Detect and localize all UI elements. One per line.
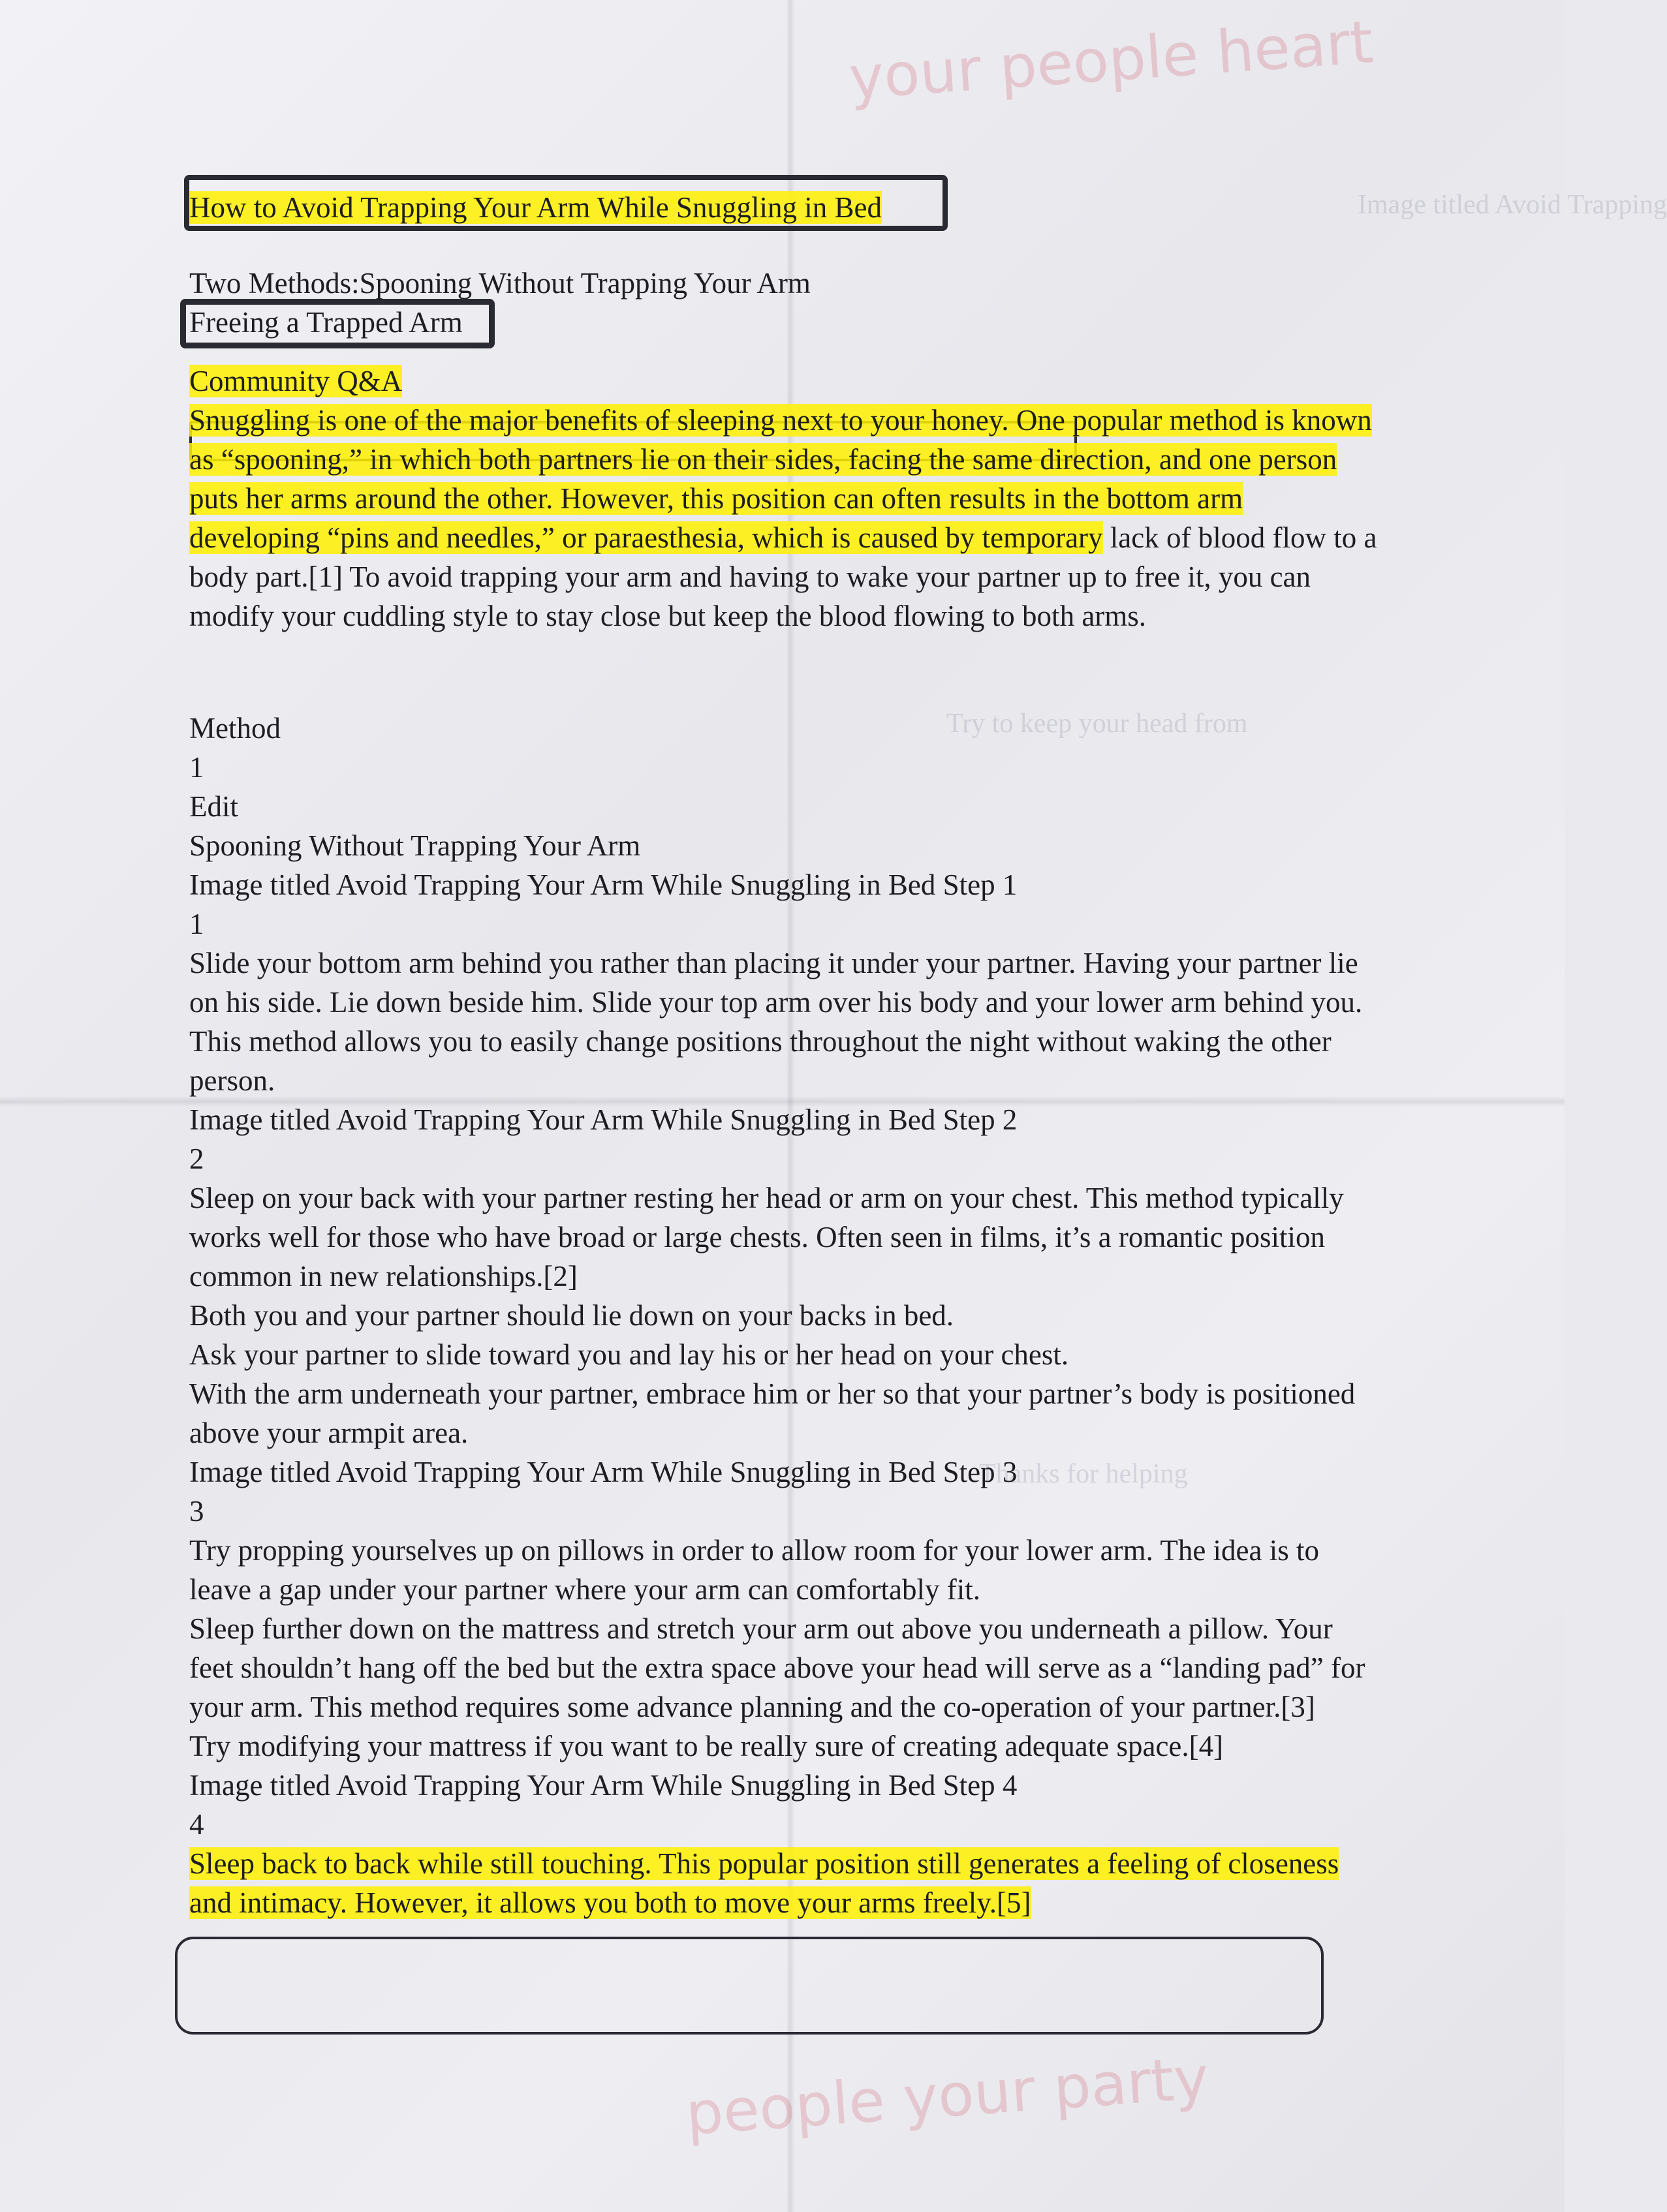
document-body [189, 176, 1384, 1922]
step-number: 3 [189, 1495, 204, 1528]
step-number: 1 [189, 908, 204, 940]
final-step-marker-box [175, 1937, 1324, 2035]
step-text: Slide your bottom arm behind you rather than placing it under your partner. Having your partner lie on his side. Lie down beside him. Slide your top arm over his body and your lower arm behind you. This method allows you to easily change positions throughout the night without waking the other person. [189, 947, 1363, 1097]
step-number: 4 [189, 1808, 204, 1841]
step-image-caption: Image titled Avoid Trapping Your Arm While Snuggling in Bed Step 1 [189, 868, 1018, 901]
handwritten-scribble: your people heart [847, 8, 1376, 113]
bleed-through-text: Try to keep your head from [946, 709, 1248, 739]
edit-link[interactable]: Edit [189, 790, 238, 823]
step-text-highlighted: Sleep back to back while still touching. This popular position still generates a feeling of closeness and intimacy. However, it allows you both to move your arms freely.[5] [189, 1847, 1339, 1919]
step-bullet: Ask your partner to slide toward you and lay his or her head on your chest. [189, 1338, 1069, 1371]
step-image-caption: Image titled Avoid Trapping Your Arm While Snuggling in Bed Step 3 [189, 1456, 1018, 1488]
step-bullet: With the arm underneath your partner, embrace him or her so that your partner’s body is positioned above your armpit area. [189, 1377, 1356, 1449]
step-image-caption: Image titled Avoid Trapping Your Arm While Snuggling in Bed Step 2 [189, 1103, 1018, 1136]
method-label: Method [189, 712, 281, 745]
method-two-link[interactable]: Freeing a Trapped Arm [189, 306, 463, 339]
intro-paragraph: Snuggling is one of the major benefits of sleeping next to your honey. One popular method is known as “spooning,” in which both partners lie on their sides, facing the same direction, and one person puts her arms around the other. However, this position can often results in the bottom arm developing “pins and needles,” or paraesthesia, which is caused by temporary lack of blood flow to a body part.[1] To avoid trapping your arm and having to wake your partner up to free it, you can modify your cuddling style to stay close but keep the blood flowing to both arms. [189, 404, 1377, 632]
intro-highlighted-text: Snuggling is one of the major benefits of sleeping next to your honey. One popular method is known as “spooning,” in which both partners lie on their sides, facing the same direction, and one person puts her arms around the other. However, this position can often results in the bottom arm developing “pins and needles,” or paraesthesia, which is caused by temporary [189, 404, 1372, 554]
bleed-through-text: Thanks for helping [979, 1459, 1188, 1489]
step-bullet: Try modifying your mattress if you want to be really sure of creating adequate space.[4] [189, 1730, 1224, 1762]
methods-line: Two Methods:Spooning Without Trapping Your Arm [189, 267, 811, 300]
step-bullet: Sleep further down on the mattress and stretch your arm out above you underneath a pillow. Your feet shouldn’t hang off the bed but the extra space above your head will serve as a “landing pad” for your arm. This method requires some advance planning and the co-operation of your partner.[3] [189, 1612, 1365, 1723]
step-text: Sleep on your back with your partner resting her head or arm on your chest. This method typically works well for those who have broad or large chests. Often seen in films, it’s a romantic position common in new relationships.[2] [189, 1182, 1344, 1293]
section-title: Spooning Without Trapping Your Arm [189, 829, 641, 862]
handwritten-scribble: people your party [683, 2044, 1211, 2149]
step-text: Try propping yourselves up on pillows in order to allow room for your lower arm. The idea is to leave a gap under your partner where your arm can comfortably fit. [189, 1534, 1320, 1606]
page-title: How to Avoid Trapping Your Arm While Snuggling in Bed [189, 191, 882, 224]
step-number: 2 [189, 1143, 204, 1175]
bleed-through-text: Image titled Avoid Trapping [1358, 190, 1667, 220]
community-qa-link[interactable]: Community Q&A [189, 365, 403, 397]
method-number: 1 [189, 751, 204, 784]
step-bullet: Both you and your partner should lie down on your backs in bed. [189, 1299, 954, 1332]
step-image-caption: Image titled Avoid Trapping Your Arm While Snuggling in Bed Step 4 [189, 1769, 1018, 1802]
